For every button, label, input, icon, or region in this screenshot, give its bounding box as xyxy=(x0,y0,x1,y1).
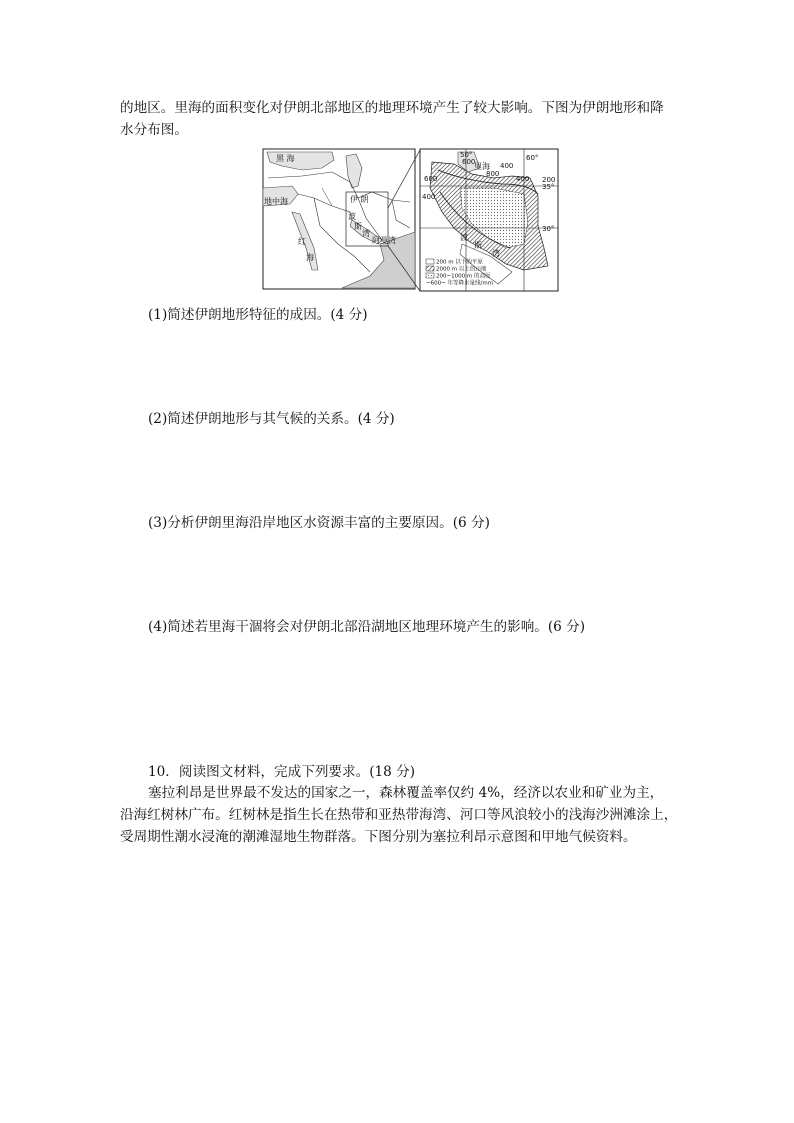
label-red-1: 红 xyxy=(298,237,306,246)
label-iso-200: 200 xyxy=(542,176,556,184)
label-gulf-si: 斯 xyxy=(474,241,482,250)
legend-swatch-plain xyxy=(426,259,434,264)
label-si: 斯 xyxy=(354,222,362,231)
q10-title: 10．阅读图文材料，完成下列要求。(18 分) xyxy=(148,764,416,780)
legend-mountain: 2000 m 以上的山地 xyxy=(436,266,487,273)
question-4: (4)简述若里海干涸将会对伊朗北部沿湖地区地理环境产生的影响。(6 分) xyxy=(148,619,586,635)
iran-detail-map xyxy=(420,149,558,291)
label-iso-400c: 400 xyxy=(422,193,436,201)
legend-isohyet: ~600~ 年等降水量线/mm xyxy=(426,280,494,287)
label-oman: 阿曼湾 xyxy=(372,236,396,245)
label-iran: 伊 朗 xyxy=(350,195,369,204)
label-iso-400b: 400 xyxy=(516,175,530,183)
label-bo: 波 xyxy=(348,212,356,221)
q10-line-1: 塞拉利昂是世界最不发达的国家之一，森林覆盖率仅约 4%，经济以农业和矿业为主， xyxy=(148,785,664,801)
iran-map-svg xyxy=(262,148,560,294)
question-1: (1)简述伊朗地形特征的成因。(4 分) xyxy=(148,307,368,323)
legend-plateau: 200~1000 m 的高原 xyxy=(436,273,491,280)
legend-swatch-plateau xyxy=(426,273,434,278)
label-lat-30: 30° xyxy=(542,225,555,233)
label-black-sea: 黑 海 xyxy=(276,154,295,163)
iran-map-figure xyxy=(262,148,560,294)
q10-line-2: 沿海红树林广布。红树林是指生长在热带和亚热带海湾、河口等风浪较小的浅海沙洲滩涂上， xyxy=(120,807,678,823)
label-gulf-bo: 波 xyxy=(460,233,468,242)
label-iso-600b: 600 xyxy=(424,175,438,183)
label-mediterranean: 地中海 xyxy=(264,197,288,206)
label-iso-600a: 600 xyxy=(462,158,476,166)
regional-map xyxy=(263,149,415,289)
q10-line-3: 受周期性潮水浸淹的潮滩湿地生物群落。下图分别为塞拉利昂示意图和甲地气候资料。 xyxy=(120,829,637,845)
question-2: (2)简述伊朗地形与其气候的关系。(4 分) xyxy=(148,411,395,427)
label-lon-50: 50° xyxy=(460,151,473,159)
legend-plain: 200 m 以下的平原 xyxy=(436,259,483,266)
label-wan: 湾 xyxy=(362,229,370,238)
label-red-2: 海 xyxy=(306,253,314,262)
label-lat-35: 35° xyxy=(542,183,555,191)
label-iso-800: 800 xyxy=(486,170,500,178)
label-lon-60: 60° xyxy=(526,154,539,162)
label-iso-400a: 400 xyxy=(500,162,514,170)
label-gulf-wan: 湾 xyxy=(492,249,500,258)
question-3: (3)分析伊朗里海沿岸地区水资源丰富的主要原因。(6 分) xyxy=(148,515,490,531)
legend-swatch-mountain xyxy=(426,266,434,271)
intro-line-2: 水分布图。 xyxy=(120,122,188,138)
label-caspian: 里海 xyxy=(474,162,490,171)
intro-line-1: 的地区。里海的面积变化对伊朗北部地区的地理环境产生了较大影响。下图为伊朗地形和降 xyxy=(120,100,664,116)
